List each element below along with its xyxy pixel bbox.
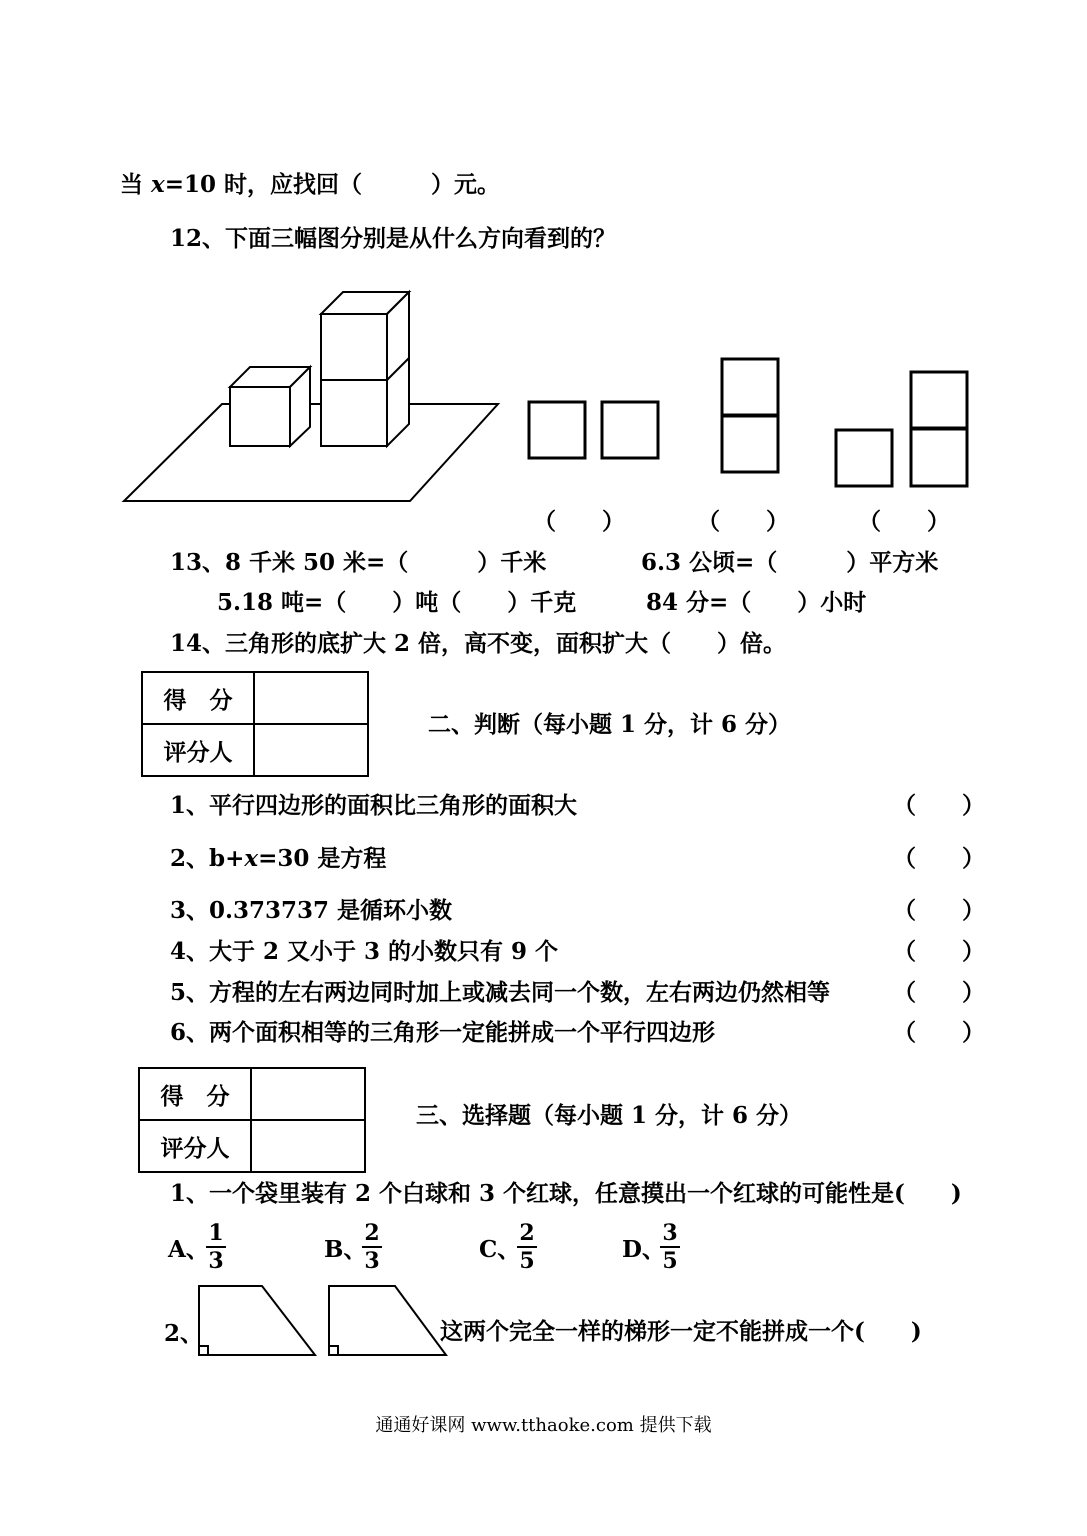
q11-tail: 当 x=10 时，应找回（ ）元。 xyxy=(120,171,501,198)
judge-blank-3[interactable]: （ ） xyxy=(893,897,985,924)
judge-blank-5[interactable]: （ ） xyxy=(893,979,985,1006)
q13-c: 5.18 吨=（ ）吨（ ）千克 xyxy=(217,589,577,616)
view-2-blank[interactable]: （ ） xyxy=(697,508,789,535)
score-cell[interactable] xyxy=(254,672,368,724)
judge-item-5: 5、方程的左右两边同时加上或减去同一个数，左右两边仍然相等 xyxy=(170,979,831,1006)
q12-text: 12、下面三幅图分别是从什么方向看到的？ xyxy=(170,225,617,252)
section2-title: 二、判断（每小题 1 分，计 6 分） xyxy=(428,711,792,738)
grader-cell[interactable] xyxy=(254,724,368,776)
option-b-label[interactable]: B、 xyxy=(324,1236,367,1263)
choice-q1: 1、一个袋里装有 2 个白球和 3 个红球，任意摸出一个红球的可能性是( ) xyxy=(170,1180,962,1207)
judge-item-2: 2、b+x=30 是方程 xyxy=(170,845,387,872)
judge-blank-2[interactable]: （ ） xyxy=(893,845,985,872)
option-a-fraction: 1 3 xyxy=(206,1222,226,1272)
option-b-fraction: 2 3 xyxy=(362,1222,382,1272)
q13-d: 84 分=（ ）小时 xyxy=(646,589,867,616)
grader-label: 评分人 xyxy=(142,724,254,776)
judge-item-1: 1、平行四边形的面积比三角形的面积大 xyxy=(170,792,578,819)
score-box-2 xyxy=(141,671,369,777)
q13-a: 13、8 千米 50 米=（ ）千米 xyxy=(170,549,547,576)
section3-title: 三、选择题（每小题 1 分，计 6 分） xyxy=(416,1102,803,1129)
judge-blank-1[interactable]: （ ） xyxy=(893,792,985,819)
judge-item-6: 6、两个面积相等的三角形一定能拼成一个平行四边形 xyxy=(170,1019,716,1046)
judge-blank-6[interactable]: （ ） xyxy=(893,1019,985,1046)
judge-item-4: 4、大于 2 又小于 3 的小数只有 9 个 xyxy=(170,938,559,965)
choice-q2-text: 这两个完全一样的梯形一定不能拼成一个( ) xyxy=(440,1318,922,1345)
footer: 通通好课网 www.tthaoke.com 提供下载 xyxy=(375,1415,712,1436)
option-d-label[interactable]: D、 xyxy=(622,1236,665,1263)
view-3-blank[interactable]: （ ） xyxy=(858,508,950,535)
view-1-blank[interactable]: （ ） xyxy=(533,508,625,535)
choice-q2-number: 2、 xyxy=(164,1320,204,1347)
option-c-fraction: 2 5 xyxy=(517,1222,537,1272)
score-label: 得 分 xyxy=(139,1068,251,1120)
judge-blank-4[interactable]: （ ） xyxy=(893,938,985,965)
grader-label: 评分人 xyxy=(139,1120,251,1172)
q14-text: 14、三角形的底扩大 2 倍，高不变，面积扩大（ ）倍。 xyxy=(170,630,787,657)
grader-cell[interactable] xyxy=(251,1120,365,1172)
score-box-3 xyxy=(138,1067,366,1173)
option-c-label[interactable]: C、 xyxy=(479,1236,521,1263)
score-cell[interactable] xyxy=(251,1068,365,1120)
score-label: 得 分 xyxy=(142,672,254,724)
q13-b: 6.3 公顷=（ ）平方米 xyxy=(641,549,939,576)
option-d-fraction: 3 5 xyxy=(660,1222,680,1272)
judge-item-3: 3、0.373737 是循环小数 xyxy=(170,897,453,924)
option-a-label[interactable]: A、 xyxy=(168,1236,209,1263)
